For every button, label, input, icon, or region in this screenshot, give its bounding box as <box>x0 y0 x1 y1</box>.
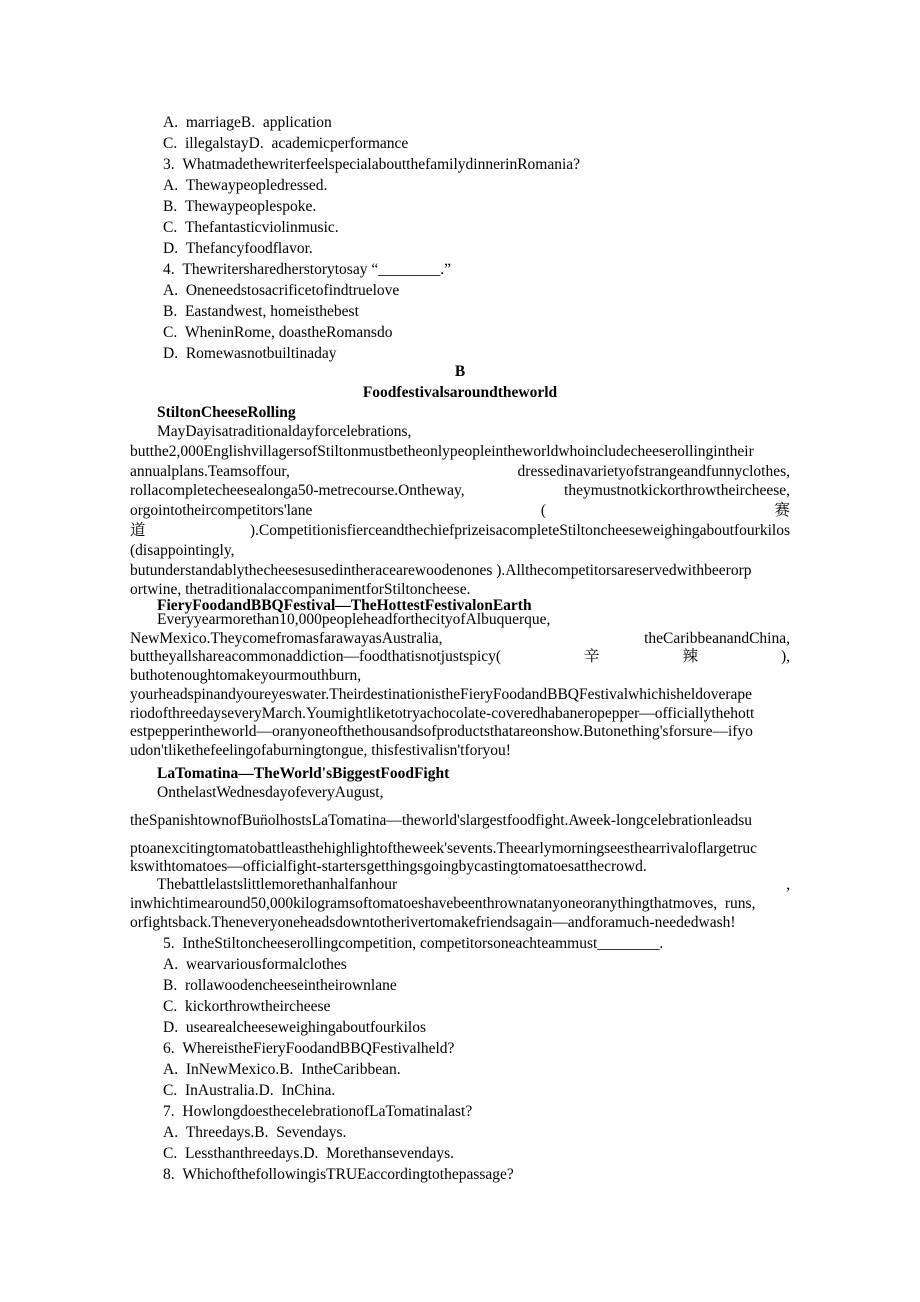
body-line: inwhichtimearound50,000kilogramsoftomatoeshavebeenthrownatanyoneoranythingthatmoves, runs, <box>130 894 756 912</box>
line-part: theymustnotkickorthrowtheircheese, <box>564 482 790 500</box>
line-part: orgointotheircompetitors'lane <box>130 502 313 520</box>
line-part: dressedinavarietyofstrangeandfunnyclothes, <box>517 462 790 480</box>
line-part: 辣 <box>682 648 698 666</box>
option-row: A. Thewaypeopledressed. <box>163 177 328 194</box>
option-row: C. WheninRome, doastheRomansdo <box>163 324 393 341</box>
line-part: theCaribbeanandChina, <box>644 629 790 647</box>
option-row: A. marriageB. application <box>163 114 332 131</box>
option-row: D. usearealcheeseweighingaboutfourkilos <box>163 1018 426 1036</box>
option-row: C. Lessthanthreedays.D. Morethansevendays. <box>163 1144 454 1162</box>
question-line: 6. WhereistheFieryFoodandBBQFestivalheld? <box>163 1039 455 1057</box>
line-part: ), <box>780 648 790 666</box>
line-part: NewMexico.TheycomefromasfarawayasAustralia, <box>130 629 443 647</box>
body-line: ptoanexcitingtomatobattleasthehighlightoftheweek'sevents.Theearlymorningseesthearrivaloflargetruc <box>130 839 758 857</box>
body-line: estpepperintheworld—oranyoneofthethousandsofproductsthatareonshow.Butonething'sforsure—ifyo <box>130 723 753 741</box>
body-line: udon'tlikethefeelingofaburningtongue, thisfestivalisn'tforyou! <box>130 741 511 759</box>
passage-heading: LaTomatina—TheWorld'sBiggestFoodFight <box>157 764 450 782</box>
question-line: 7. HowlongdoesthecelebrationofLaTomatinalast? <box>163 1102 473 1120</box>
exam-text-block <box>130 0 790 1302</box>
line-part: Thebattlelastslittlemorethanhalfanhour <box>157 875 398 893</box>
option-row: C. Thefantasticviolinmusic. <box>163 219 339 236</box>
body-line: butthe2,000EnglishvillagersofStiltonmustbetheonlypeopleintheworldwhoincludecheeserollingintheir <box>130 442 754 460</box>
question-line: 3. WhatmadethewriterfeelspecialaboutthefamilydinnerinRomania? <box>163 156 581 173</box>
option-row: A. wearvariousformalclothes <box>163 955 347 973</box>
body-line: riodofthreedayseveryMarch.Youmightliketotryachocolate-coveredhabaneropepper—officiallythehott <box>130 704 755 722</box>
body-line-justified <box>130 501 790 521</box>
section-label: B <box>454 363 466 380</box>
passage-heading: StiltonCheeseRolling <box>157 404 296 421</box>
line-part: ( <box>540 502 547 520</box>
body-line: buthotenoughtomakeyourmouthburn, <box>130 667 362 685</box>
option-row: B. Thewaypeoplespoke. <box>163 198 317 215</box>
body-line-justified <box>130 629 790 649</box>
option-row: B. Eastandwest, homeisthebest <box>163 303 359 320</box>
option-row: D. Thefancyfoodflavor. <box>163 240 313 257</box>
option-row: A. Oneneedstosacrificetofindtruelove <box>163 282 400 299</box>
body-line-justified <box>130 462 790 482</box>
line-part: 辛 <box>584 648 600 666</box>
line-part: annualplans.Teamsoffour, <box>130 462 290 480</box>
option-row: C. kickorthrowtheircheese <box>163 997 331 1015</box>
question-line: 5. IntheStiltoncheeserollingcompetition, competitorsoneachteammust________. <box>163 934 664 952</box>
body-line: kswithtomatoes—officialfight-startersgetthingsgoingbycastingtomatoesatthecrowd. <box>130 857 647 875</box>
body-line-justified <box>130 481 790 501</box>
option-row: A. Threedays.B. Sevendays. <box>163 1123 347 1141</box>
body-line-first: Everyyearmorethan10,000peopleheadforthecityofAlbuquerque, <box>157 611 551 628</box>
body-line: yourheadspinandyoureyeswater.TheirdestinationistheFieryFoodandBBQFestivalwhichisheldoverape <box>130 685 753 703</box>
line-part: rollacompletecheesealonga50-metrecourse.Ontheway, <box>130 482 465 500</box>
option-row: D. Romewasnotbuiltinaday <box>163 345 337 362</box>
line-part: buttheyallshareacommonaddiction—foodthatisnotjustspicy( <box>130 648 502 666</box>
line-part: 赛 <box>774 502 790 520</box>
body-line-first: MayDayisatraditionaldayforcelebrations, <box>157 423 412 440</box>
option-row: C. illegalstayD. academicperformance <box>163 135 409 152</box>
passage-heading: FieryFoodandBBQFestival—TheHottestFestivalonEarth <box>157 597 532 614</box>
line-part: ).CompetitionisfierceandthechiefprizeisacompleteStiltoncheeseweighingaboutfourkilos <box>249 522 790 539</box>
section-title: Foodfestivalsaroundtheworld <box>362 384 558 401</box>
option-row: A. InNewMexico.B. IntheCaribbean. <box>163 1060 401 1078</box>
body-line-justified <box>130 647 790 667</box>
body-line-first: OnthelastWednesdayofeveryAugust, <box>157 783 384 801</box>
question-line: 8. WhichofthefollowingisTRUEaccordingtothepassage? <box>163 1165 514 1183</box>
body-line-justified <box>130 875 790 895</box>
option-row: B. rollawoodencheeseintheirownlane <box>163 976 397 994</box>
option-row: C. InAustralia.D. InChina. <box>163 1081 336 1099</box>
line-part: , <box>786 875 790 893</box>
body-line-justified <box>130 521 790 541</box>
body-line: theSpanishtownofBun̈olhostsLaTomatina—theworld'slargestfoodfight.Aweek-longcelebrationleadsu <box>130 811 753 829</box>
line-part: 道 <box>130 522 146 539</box>
question-line: 4. Thewritersharedherstorytosay “________.” <box>163 261 451 278</box>
body-line: (disappointingly, <box>130 541 235 559</box>
body-line: orfightsback.Theneveryoneheadsdowntotherivertomakefriendsagain—andforamuch-neededwash! <box>130 913 736 931</box>
body-line: butunderstandablythecheesesusedintheracearewoodenones ).Allthecompetitorsareservedwithbeerorp <box>130 561 752 579</box>
body-line: ortwine, thetraditionalaccompanimentforStiltoncheese. <box>130 581 471 599</box>
